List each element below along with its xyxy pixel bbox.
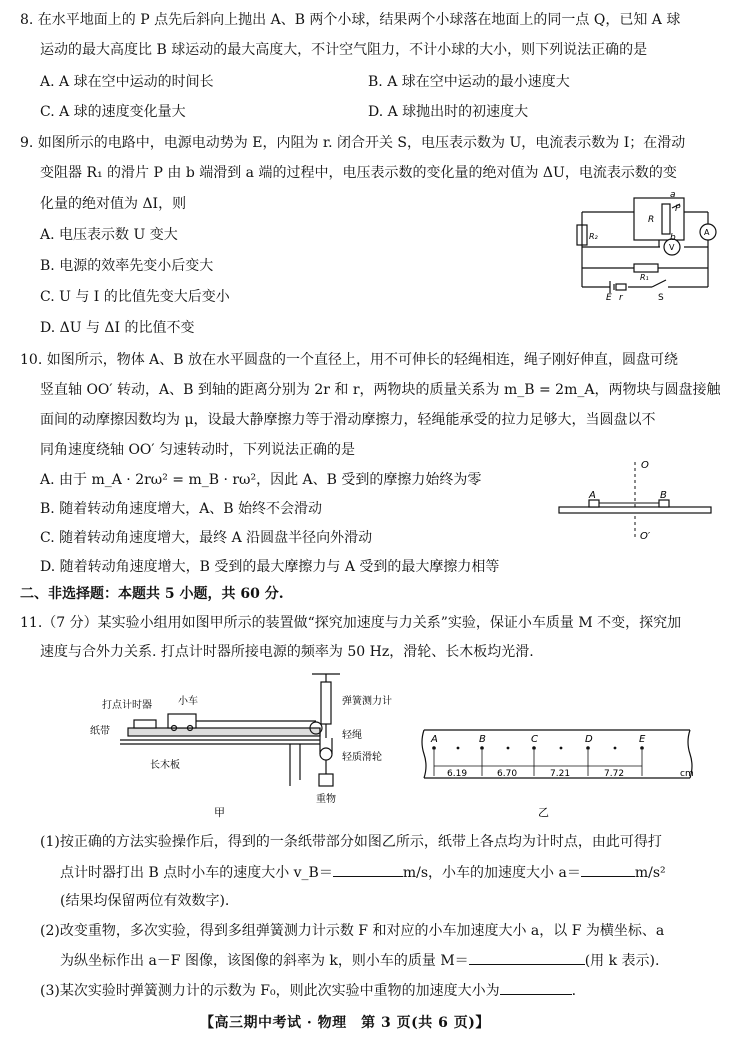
q9-option-a: A. 电压表示数 U 变大 <box>40 227 178 243</box>
tape-distance-1: 6.19 <box>447 769 468 779</box>
q10-fig-label-b: B <box>660 490 667 501</box>
q11-stem-line2: 速度与合外力关系. 打点计时器所接电源的频率为 50 Hz，滑轮、长木板均光滑. <box>40 644 534 660</box>
q8-stem-line1: 8. 在水平地面上的 P 点先后斜向上抛出 A、B 两个小球，结果两个小球落在地面上的同一点 Q，已知 A 球 <box>20 12 681 28</box>
section-2-heading: 二、非选择题：本题共 5 小题，共 60 分. <box>20 586 284 602</box>
page-footer: 【高三期中考试 · 物理 第 3 页(共 6 页)】 <box>200 1015 490 1031</box>
q10-option-d: D. 随着转动角速度增大，B 受到的最大摩擦力与 A 受到的最大摩擦力相等 <box>40 559 500 575</box>
q9-stem-line3: 化量的绝对值为 ΔI，则 <box>40 196 187 212</box>
q10-fig-label-o-prime: O′ <box>640 531 651 542</box>
q11-fig-label-cart: 小车 <box>178 696 198 707</box>
q10-stem-line4: 同角速度绕轴 OO′ 匀速转动时，下列说法正确的是 <box>40 442 356 458</box>
q11-part1-vb-prefix: 点计时器打出 B 点时小车的速度大小 v_B＝ <box>60 865 333 881</box>
q9-fig-label-r: R <box>648 215 655 225</box>
q11-part3-line1 <box>40 980 576 1001</box>
q8-option-b: B. A 球在空中运动的最小速度大 <box>368 74 570 90</box>
q10-option-c: C. 随着转动角速度增大，最终 A 沿圆盘半径向外滑动 <box>40 530 373 546</box>
tape-distance-3: 7.21 <box>550 769 571 779</box>
q10-option-b: B. 随着转动角速度增大，A、B 始终不会滑动 <box>40 501 323 517</box>
q9-stem-line1: 9. 如图所示的电路中，电源电动势为 E，内阻为 r. 闭合开关 S，电压表示数为 U，电流表示数为 I；在滑动 <box>20 135 686 151</box>
q11-part1-line2 <box>60 862 666 883</box>
q11-part2-line1: (2)改变重物，多次实验，得到多组弹簧测力计示数 F 和对应的小车加速度大小 a，以 F 为横坐标、a <box>40 923 665 939</box>
q9-option-b: B. 电源的效率先变小后变大 <box>40 258 214 274</box>
q9-fig-label-r1: R₁ <box>640 273 649 282</box>
q9-option-c: C. U 与 I 的比值先变大后变小 <box>40 289 230 305</box>
q9-fig-label-a: a <box>670 190 676 200</box>
q8-option-a: A. A 球在空中运动的时间长 <box>40 74 214 90</box>
q9-stem-line2: 变阻器 R₁ 的滑片 P 由 b 端滑到 a 端的过程中，电压表示数的变化量的绝对值为 ΔU，电流表示数的变 <box>40 165 677 181</box>
tape-point-label-d: D <box>585 734 593 745</box>
q11-fig-label-tape: 纸带 <box>90 726 110 737</box>
q11-part1-line1: (1)按正确的方法实验操作后，得到的一条纸带部分如图乙所示，纸带上各点均为计时点，由此可得打 <box>40 834 662 850</box>
q10-stem-line2: 竖直轴 OO′ 转动，A、B 到轴的距离分别为 2r 和 r，两物块的质量关系为 m_B = 2m_A，两物块与圆盘接触 <box>40 382 721 398</box>
q11-fig-label-board: 长木板 <box>150 760 180 771</box>
q11-fig-label-string: 轻绳 <box>342 730 362 741</box>
q9-fig-label-e: E <box>606 293 612 302</box>
q11-tape-unit: cm <box>680 769 694 779</box>
q11-fig-label-pulley: 轻质滑轮 <box>342 752 382 763</box>
q11-apparatus-diagram <box>90 668 420 818</box>
q9-fig-label-r-internal: r <box>619 293 623 302</box>
q10-stem-line3: 面间的动摩擦因数均为 μ，设最大静摩擦力等于滑动摩擦力，轻绳能承受的拉力足够大，当圆盘以不 <box>40 412 656 428</box>
tape-distance-4: 7.72 <box>604 769 625 779</box>
q11-fig-caption-yi: 乙 <box>538 806 549 818</box>
tape-point-d <box>586 746 590 750</box>
tape-intermediate-dot <box>614 747 617 750</box>
tape-point-e <box>640 746 644 750</box>
q9-fig-label-b: b <box>670 233 676 243</box>
q11-part3-suffix: . <box>571 983 577 999</box>
tape-point-b <box>480 746 484 750</box>
tape-point-label-c: C <box>531 734 538 745</box>
q9-circuit-diagram <box>572 190 722 302</box>
q9-option-d: D. ΔU 与 ΔI 的比值不变 <box>40 320 195 336</box>
q8-stem-line2: 运动的最大高度比 B 球运动的最大高度大，不计空气阻力，不计小球的大小，则下列说法正确的是 <box>40 42 648 58</box>
q10-disk-diagram <box>555 458 715 543</box>
q8-option-d: D. A 球抛出时的初速度大 <box>368 104 529 120</box>
q11-a-answer-blank[interactable] <box>581 862 635 877</box>
tape-point-label-a: A <box>431 734 438 745</box>
q11-part2-suffix: (用 k 表示). <box>584 953 660 969</box>
q9-fig-label-p: P <box>675 204 681 214</box>
tape-point-a <box>432 746 436 750</box>
q10-option-a: A. 由于 m_A · 2rω² = m_B · rω²，因此 A、B 受到的摩擦力始终为零 <box>40 472 482 488</box>
q10-stem-line1: 10. 如图所示，物体 A、B 放在水平圆盘的一个直径上，用不可伸长的轻绳相连，绳子刚好伸直，圆盘可绕 <box>20 352 679 368</box>
q11-mass-answer-blank[interactable] <box>469 950 585 965</box>
q11-fig-label-spring-scale: 弹簧测力计 <box>342 696 392 707</box>
q11-part1-unit: m/s² <box>634 865 666 881</box>
tape-intermediate-dot <box>560 747 563 750</box>
q11-part3-prefix: (3)某次实验时弹簧测力计的示数为 F₀，则此次实验中重物的加速度大小为 <box>40 983 500 999</box>
q11-part2-prefix: 为纵坐标作出 a－F 图像，该图像的斜率为 k，则小车的质量 M＝ <box>60 953 469 969</box>
q9-fig-label-ammeter: A <box>704 228 710 237</box>
q8-option-c: C. A 球的速度变化量大 <box>40 104 186 120</box>
q11-tape-diagram <box>420 718 710 818</box>
tape-intermediate-dot <box>457 747 460 750</box>
q10-fig-label-a: A <box>589 490 596 501</box>
tape-point-label-b: B <box>479 734 486 745</box>
q11-part1-line3: (结果均保留两位有效数字). <box>60 893 230 909</box>
q11-part2-line2 <box>60 950 659 971</box>
q9-fig-label-s: S <box>658 293 664 302</box>
tape-intermediate-dot <box>507 747 510 750</box>
tape-point-label-e: E <box>639 734 646 745</box>
q9-fig-label-voltmeter: V <box>669 243 675 252</box>
q11-fig-label-weight: 重物 <box>316 794 336 805</box>
q11-fig-label-timer: 打点计时器 <box>102 700 152 711</box>
q11-part1-a-prefix: m/s，小车的加速度大小 a＝ <box>402 865 581 881</box>
q9-fig-label-r2: R₂ <box>589 232 598 241</box>
q11-fig-caption-jia: 甲 <box>214 806 225 818</box>
q11-vb-answer-blank[interactable] <box>333 862 403 877</box>
q11-stem-line1: 11.（7 分）某实验小组用如图甲所示的装置做“探究加速度与力关系”实验，保证小车质量 M 不变，探究加 <box>20 615 682 631</box>
q11-weight-accel-answer-blank[interactable] <box>500 980 572 995</box>
q10-fig-label-o: O <box>641 460 649 471</box>
tape-distance-2: 6.70 <box>497 769 518 779</box>
tape-point-c <box>532 746 536 750</box>
